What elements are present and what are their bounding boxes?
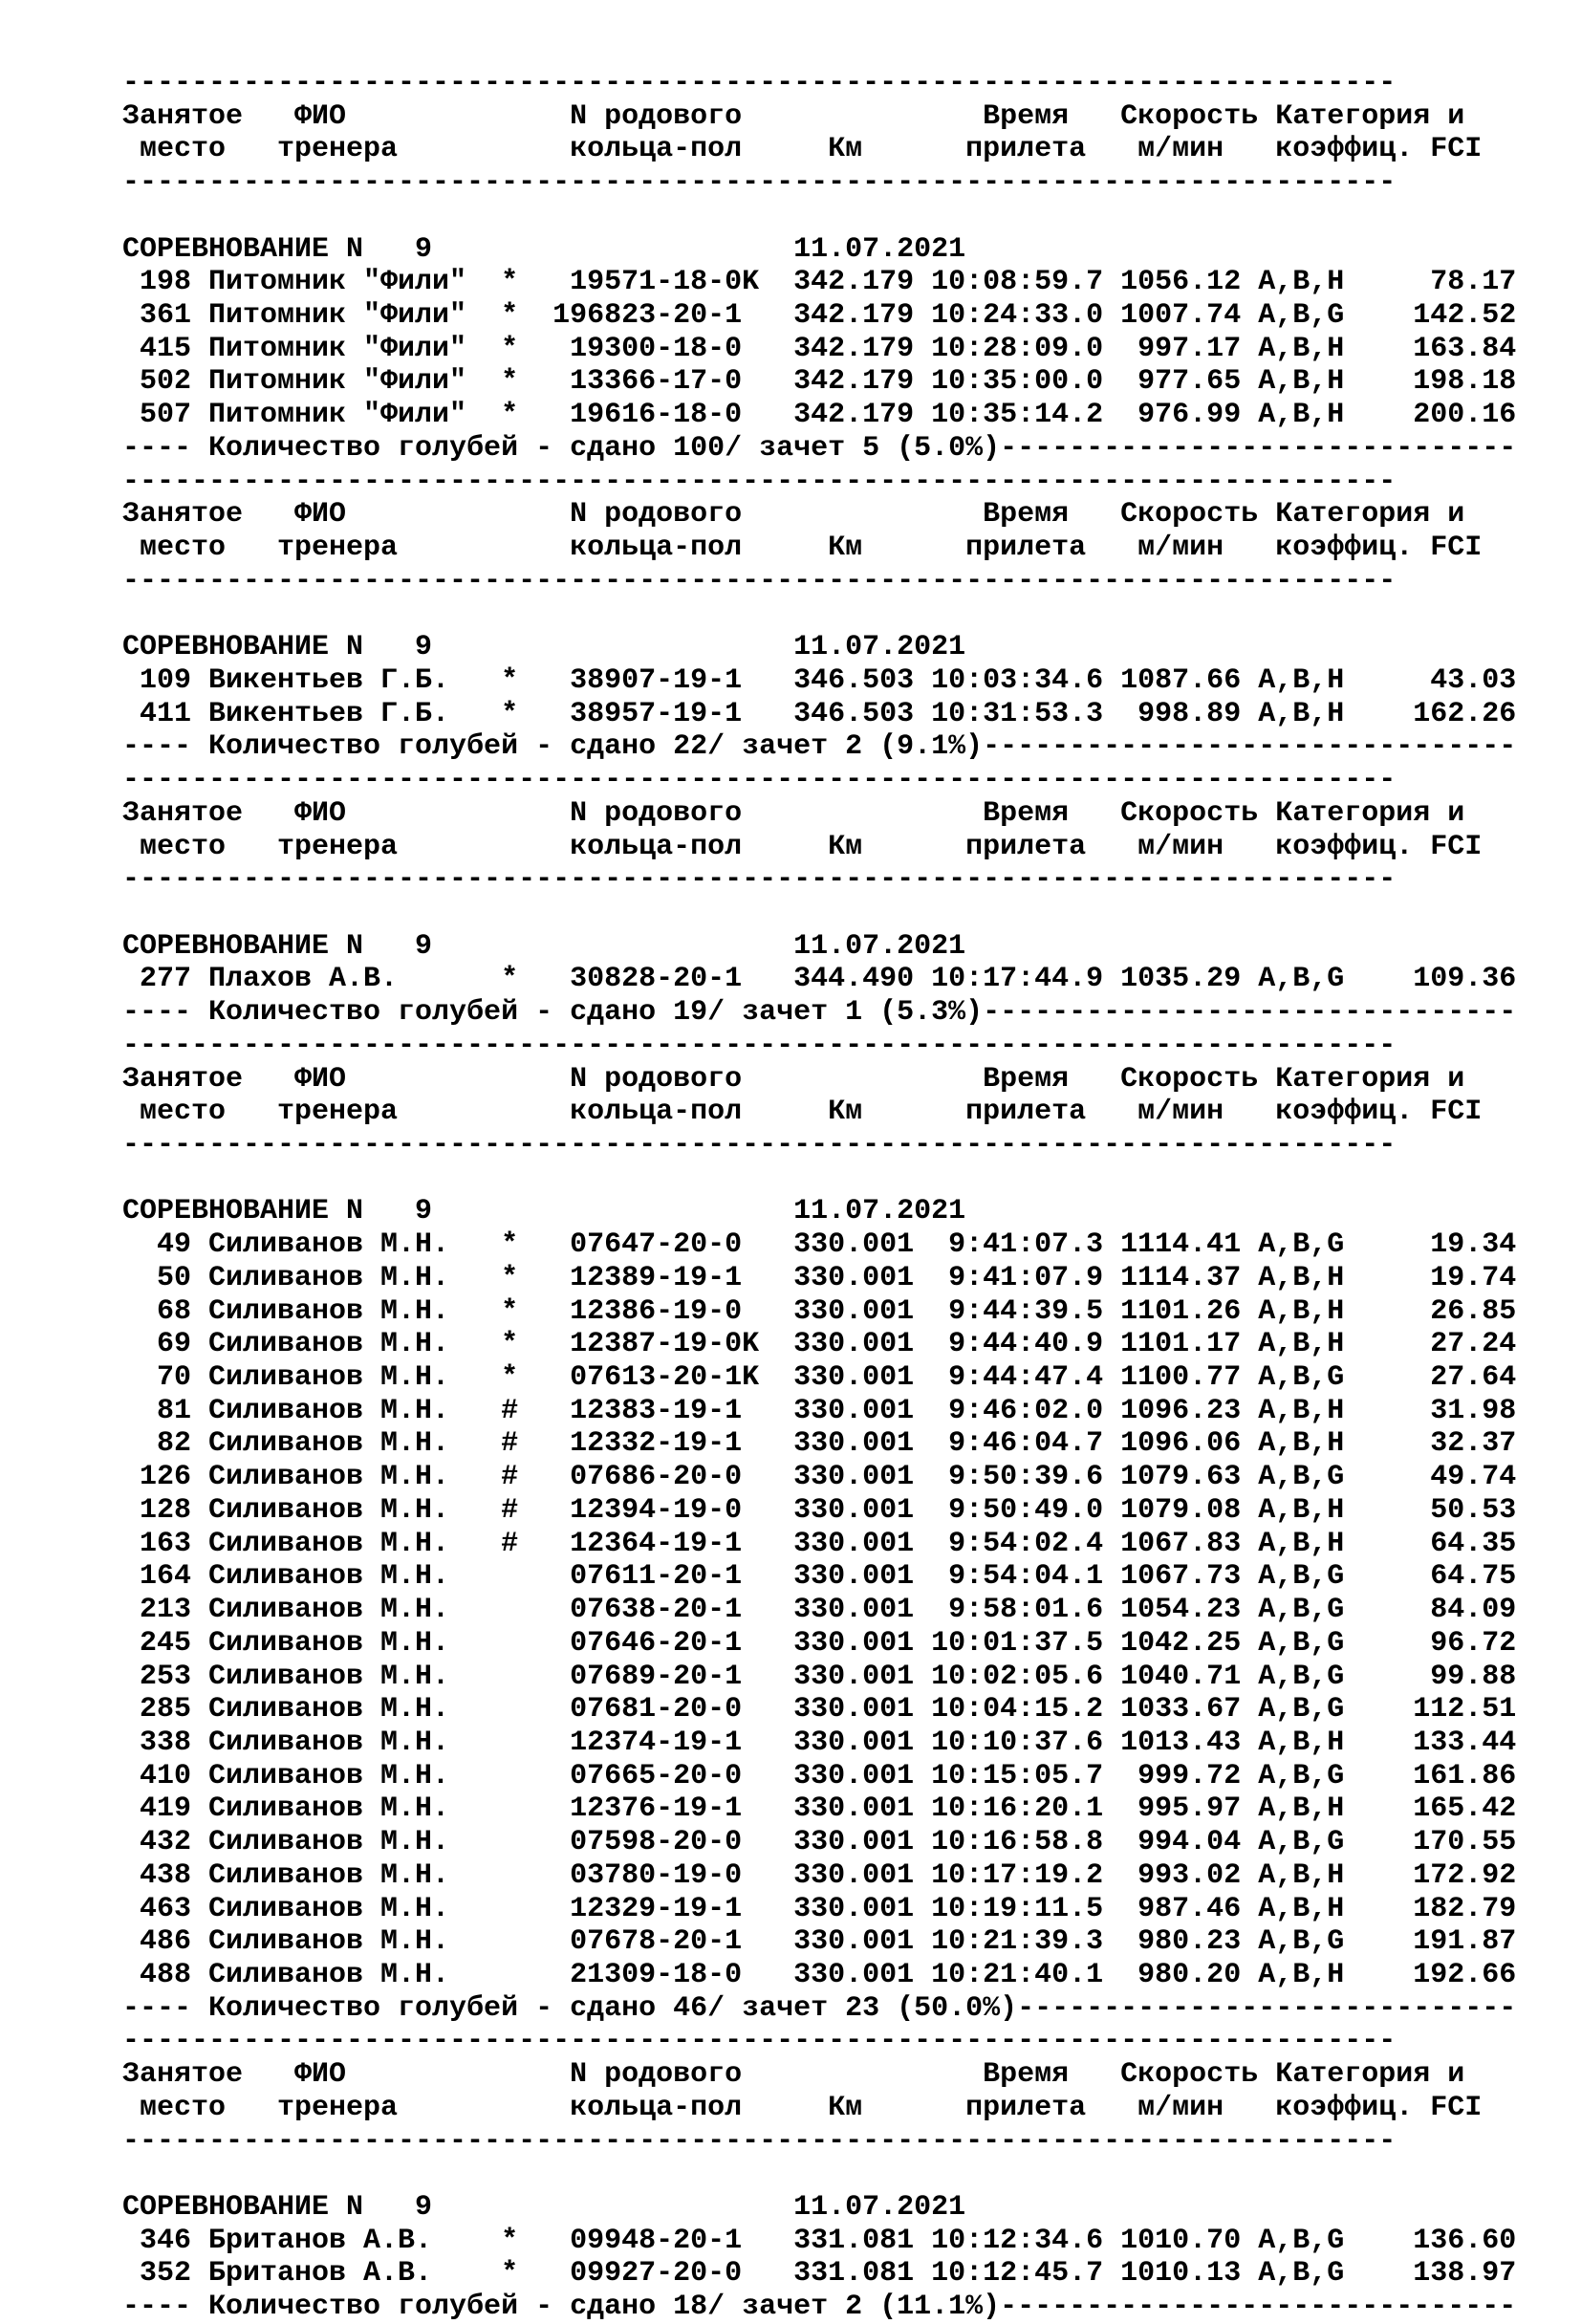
result-row: 82 Силиванов М.Н. # 12332-19-1 330.001 9:46:04.7 1096.06 A,B,H 32.37 <box>122 1427 1517 1461</box>
header-rule-top: -------------------------------------------------------------------------- <box>122 2025 1397 2058</box>
result-row: 438 Силиванов М.Н. 03780-19-0 330.001 10:17:19.2 993.02 A,B,H 172.92 <box>122 1858 1517 1892</box>
result-row: 277 Плахов А.В. * 30828-20-1 344.490 10:17:44.9 1035.29 A,B,G 109.36 <box>122 963 1517 996</box>
result-row: 164 Силиванов М.Н. 07611-20-1 330.001 9:54:04.1 1067.73 A,B,G 64.75 <box>122 1560 1517 1594</box>
result-row: 49 Силиванов М.Н. * 07647-20-0 330.001 9:41:07.3 1114.41 A,B,G 19.34 <box>122 1228 1517 1262</box>
result-row: 410 Силиванов М.Н. 07665-20-0 330.001 10:15:05.7 999.72 A,B,G 161.86 <box>122 1759 1517 1792</box>
header-rule-bottom: -------------------------------------------------------------------------- <box>122 1129 1397 1162</box>
group-summary: ---- Количество голубей - сдано 100/ зачет 5 (5.0%)------------------------------ <box>122 431 1517 465</box>
result-row: 432 Силиванов М.Н. 07598-20-0 330.001 10:16:58.8 994.04 A,B,G 170.55 <box>122 1826 1517 1859</box>
group-summary: ---- Количество голубей - сдано 22/ зачет 2 (9.1%)------------------------------- <box>122 730 1517 764</box>
result-row: 463 Силиванов М.Н. 12329-19-1 330.001 10:19:11.5 987.46 A,B,H 182.79 <box>122 1892 1517 1925</box>
result-row: 126 Силиванов М.Н. # 07686-20-0 330.001 9:50:39.6 1079.63 A,B,G 49.74 <box>122 1461 1517 1494</box>
competition-title: СОРЕВНОВАНИЕ N 9 11.07.2021 <box>122 232 966 266</box>
result-row: 488 Силиванов М.Н. 21309-18-0 330.001 10:21:40.1 980.20 A,B,H 192.66 <box>122 1958 1517 1991</box>
result-row: 338 Силиванов М.Н. 12374-19-1 330.001 10:10:37.6 1013.43 A,B,H 133.44 <box>122 1726 1517 1759</box>
column-header-line-1: Занятое ФИО N родового Время Скорость Категория и <box>122 99 1465 133</box>
result-row: 81 Силиванов М.Н. # 12383-19-1 330.001 9:46:02.0 1096.23 A,B,H 31.98 <box>122 1394 1517 1427</box>
group-summary: ---- Количество голубей - сдано 46/ зачет 23 (50.0%)----------------------------- <box>122 1991 1517 2025</box>
column-header-line-2: место тренера кольца-пол Км прилета м/мин коэффиц. FCI <box>122 2091 1483 2124</box>
group-summary: ---- Количество голубей - сдано 18/ зачет 2 (11.1%)------------------------------ <box>122 2291 1517 2324</box>
result-row: 415 Питомник "Фили" * 19300-18-0 342.179 10:28:09.0 997.17 A,B,H 163.84 <box>122 332 1517 365</box>
result-row: 346 Британов А.В. * 09948-20-1 331.081 10:12:34.6 1010.70 A,B,G 136.60 <box>122 2224 1517 2257</box>
result-row: 198 Питомник "Фили" * 19571-18-0K 342.179 10:08:59.7 1056.12 A,B,H 78.17 <box>122 266 1517 299</box>
result-row: 411 Викентьев Г.Б. * 38957-19-1 346.503 10:31:53.3 998.89 A,B,H 162.26 <box>122 697 1517 730</box>
group-summary: ---- Количество голубей - сдано 19/ зачет 1 (5.3%)------------------------------- <box>122 996 1517 1030</box>
column-header-line-1: Занятое ФИО N родового Время Скорость Категория и <box>122 2058 1465 2092</box>
header-rule-top: -------------------------------------------------------------------------- <box>122 764 1397 797</box>
competition-title: СОРЕВНОВАНИЕ N 9 11.07.2021 <box>122 631 966 664</box>
result-row: 128 Силиванов М.Н. # 12394-19-0 330.001 9:50:49.0 1079.08 A,B,H 50.53 <box>122 1493 1517 1527</box>
result-row: 213 Силиванов М.Н. 07638-20-1 330.001 9:58:01.6 1054.23 A,B,G 84.09 <box>122 1594 1517 1627</box>
column-header-line-1: Занятое ФИО N родового Время Скорость Категория и <box>122 498 1465 532</box>
header-rule-top: -------------------------------------------------------------------------- <box>122 465 1397 498</box>
blank-line <box>122 2158 1516 2191</box>
blank-line <box>122 200 1516 233</box>
result-row: 361 Питомник "Фили" * 196823-20-1 342.179 10:24:33.0 1007.74 A,B,G 142.52 <box>122 299 1517 333</box>
result-row: 285 Силиванов М.Н. 07681-20-0 330.001 10:04:15.2 1033.67 A,B,G 112.51 <box>122 1693 1517 1727</box>
header-rule-top: -------------------------------------------------------------------------- <box>122 1029 1397 1062</box>
column-header-line-2: место тренера кольца-пол Км прилета м/мин коэффиц. FCI <box>122 830 1483 863</box>
result-row: 163 Силиванов М.Н. # 12364-19-1 330.001 9:54:02.4 1067.83 A,B,H 64.35 <box>122 1527 1517 1560</box>
header-rule-bottom: -------------------------------------------------------------------------- <box>122 166 1397 200</box>
column-header-line-2: место тренера кольца-пол Км прилета м/мин коэффиц. FCI <box>122 133 1483 166</box>
result-row: 419 Силиванов М.Н. 12376-19-1 330.001 10:16:20.1 995.97 A,B,H 165.42 <box>122 1792 1517 1826</box>
column-header-line-1: Занятое ФИО N родового Время Скорость Категория и <box>122 1062 1465 1096</box>
competition-title: СОРЕВНОВАНИЕ N 9 11.07.2021 <box>122 929 966 963</box>
result-row: 502 Питомник "Фили" * 13366-17-0 342.179 10:35:00.0 977.65 A,B,H 198.18 <box>122 365 1517 399</box>
competition-title: СОРЕВНОВАНИЕ N 9 11.07.2021 <box>122 2191 966 2224</box>
result-row: 70 Силиванов М.Н. * 07613-20-1K 330.001 9:44:47.4 1100.77 A,B,G 27.64 <box>122 1361 1517 1395</box>
result-row: 109 Викентьев Г.Б. * 38907-19-1 346.503 10:03:34.6 1087.66 A,B,H 43.03 <box>122 663 1517 697</box>
result-row: 68 Силиванов М.Н. * 12386-19-0 330.001 9:44:39.5 1101.26 A,B,H 26.85 <box>122 1294 1517 1328</box>
header-rule-bottom: -------------------------------------------------------------------------- <box>122 564 1397 597</box>
results-document <box>122 67 1516 2324</box>
blank-line <box>122 1162 1516 1196</box>
blank-line <box>122 598 1516 632</box>
result-row: 486 Силиванов М.Н. 07678-20-1 330.001 10:21:39.3 980.23 A,B,G 191.87 <box>122 1925 1517 1959</box>
result-row: 50 Силиванов М.Н. * 12389-19-1 330.001 9:41:07.9 1114.37 A,B,H 19.74 <box>122 1261 1517 1294</box>
blank-line <box>122 897 1516 930</box>
competition-title: СОРЕВНОВАНИЕ N 9 11.07.2021 <box>122 1195 966 1228</box>
result-row: 245 Силиванов М.Н. 07646-20-1 330.001 10:01:37.5 1042.25 A,B,G 96.72 <box>122 1626 1517 1660</box>
header-rule-bottom: -------------------------------------------------------------------------- <box>122 863 1397 897</box>
result-row: 253 Силиванов М.Н. 07689-20-1 330.001 10:02:05.6 1040.71 A,B,G 99.88 <box>122 1660 1517 1693</box>
column-header-line-1: Занятое ФИО N родового Время Скорость Категория и <box>122 796 1465 830</box>
result-row: 69 Силиванов М.Н. * 12387-19-0K 330.001 9:44:40.9 1101.17 A,B,H 27.24 <box>122 1328 1517 1361</box>
header-rule-bottom: -------------------------------------------------------------------------- <box>122 2124 1397 2158</box>
column-header-line-2: место тренера кольца-пол Км прилета м/мин коэффиц. FCI <box>122 532 1483 565</box>
result-row: 507 Питомник "Фили" * 19616-18-0 342.179 10:35:14.2 976.99 A,B,H 200.16 <box>122 399 1517 432</box>
header-rule-top: -------------------------------------------------------------------------- <box>122 67 1397 99</box>
result-row: 352 Британов А.В. * 09927-20-0 331.081 10:12:45.7 1010.13 A,B,G 138.97 <box>122 2257 1517 2291</box>
column-header-line-2: место тренера кольца-пол Км прилета м/мин коэффиц. FCI <box>122 1096 1483 1129</box>
